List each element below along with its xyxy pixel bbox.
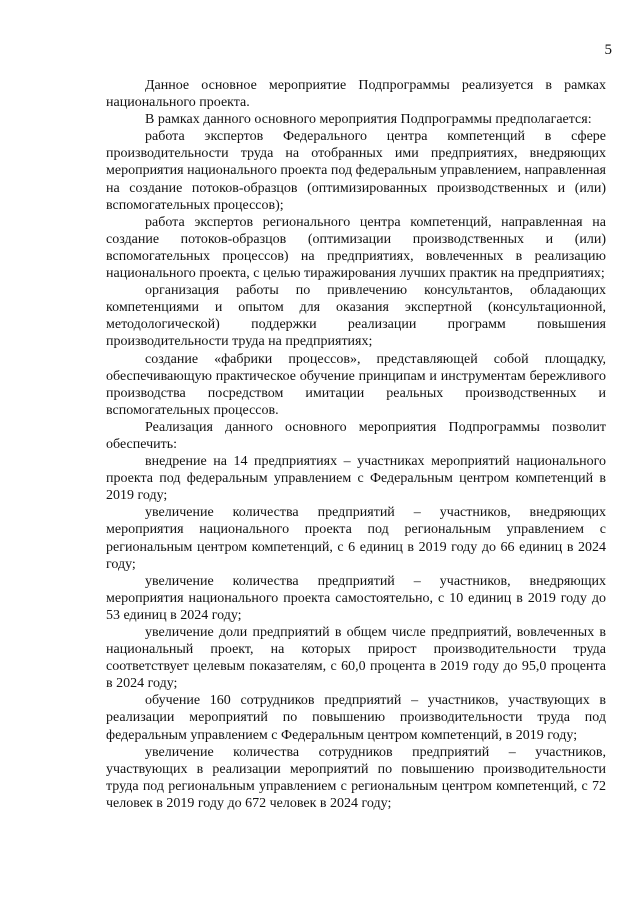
paragraph: увеличение доли предприятий в общем числе предприятий, вовлеченных в национальный проект, на которых прирост производительности труда соответствует целевым показателям, с 60,0 процента в 2019 году до 95,0 процента в 2024 году; <box>106 625 606 692</box>
paragraph: создание «фабрики процессов», представляющей собой площадку, обеспечивающую практическое обучение принципам и инструментам бережливого производства посредством имитации реальных производственных и вспомогательных процессов. <box>106 351 606 418</box>
paragraph: обучение 160 сотрудников предприятий – участников, участвующих в реализации мероприятий по повышению производительности труда под федеральным управлением с Федеральным центром компетенций, в 2019 году; <box>106 693 606 743</box>
paragraph: увеличение количества сотрудников предприятий – участников, участвующих в реализации мероприятий по повышению производительности труда под региональным управлением с региональным центром компетенций, с 72 человек в 2019 году до 672 человек в 2024 году; <box>106 744 606 811</box>
paragraph: увеличение количества предприятий – участников, внедряющих мероприятия национального проекта под региональным управлением с региональным центром компетенций, с 6 единиц в 2019 году до 66 единиц в 2024 году; <box>106 505 606 572</box>
paragraph: Данное основное мероприятие Подпрограммы реализуется в рамках национального проекта. <box>106 78 606 111</box>
document-body <box>106 77 606 812</box>
paragraph: В рамках данного основного мероприятия Подпрограммы предполагается: <box>145 112 592 128</box>
paragraph: организация работы по привлечению консультантов, обладающих компетенциями и опытом для оказания экспертной (консультационной, методологической) поддержки реализации программ повышения производительности труда на предприятиях; <box>106 283 606 350</box>
paragraph: работа экспертов регионального центра компетенций, направленная на создание потоков-образцов (оптимизации производственных и (или) вспомогательных процессов) на предприятиях, вовлеченных в реализацию национального проекта, с целью тиражирования лучших практик на предприятиях; <box>106 214 606 282</box>
paragraph: внедрение на 14 предприятиях – участниках мероприятий национального проекта под федеральным управлением с Федеральным центром компетенций в 2019 году; <box>106 454 606 504</box>
page-number: 5 <box>604 42 612 58</box>
paragraph: Реализация данного основного мероприятия Подпрограммы позволит обеспечить: <box>106 419 606 452</box>
paragraph: работа экспертов Федерального центра компетенций в сфере производительности труда на отобранных ими предприятиях, внедряющих мероприятия национального проекта под федеральным управлением, направленная на создание потоков-образцов (оптимизированных производственных и (или) вспомогательных процессов); <box>106 129 606 213</box>
paragraph: увеличение количества предприятий – участников, внедряющих мероприятия национального проекта самостоятельно, с 10 единиц в 2019 году до 53 единиц в 2024 году; <box>106 573 606 623</box>
